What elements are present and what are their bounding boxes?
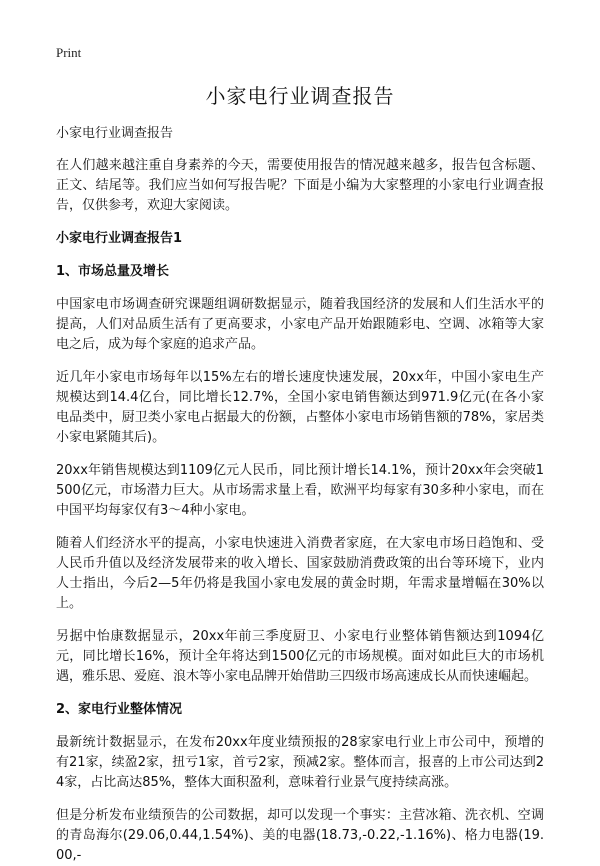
intro-paragraph: 在人们越来越注重自身素养的今天，需要使用报告的情况越来越多，报告包含标题、正文、结尾等。我们应当如何写报告呢？下面是小编为大家整理的小家电行业调查报告，仅供参考，欢迎大家阅读。 bbox=[56, 158, 544, 213]
paragraph: 近几年小家电市场每年以15%左右的增长速度快速发展，20xx年，中国小家电生产规模达到14.4亿台，同比增长12.7%，全国小家电销售额达到971.9亿元(在各小家电品类中，厨卫类小家电占据最大的份额，占整体小家电市场销售额的78%，家居类小家电紧随其后)。 bbox=[56, 370, 544, 445]
paragraph: 最新统计数据显示，在发布20xx年度业绩预报的28家家电行业上市公司中，预增的有21家，续盈2家，扭亏1家，首亏2家，预减2家。整体而言，报喜的上市公司达到24家，占比高达85%，整体大面积盈利，意味着行业景气度持续高涨。 bbox=[56, 735, 544, 790]
paragraph: 另据中怡康数据显示，20xx年前三季度厨卫、小家电行业整体销售额达到1094亿元，同比增长16%，预计全年将达到1500亿元的市场规模。面对如此巨大的市场机遇，雅乐思、爱庭、浪木等小家电品牌开始借助三四级市场高速成长从而快速崛起。 bbox=[56, 629, 544, 684]
document-title: 小家电行业调查报告 bbox=[205, 84, 395, 108]
print-link[interactable]: Print bbox=[56, 45, 82, 60]
paragraph: 随着人们经济水平的提高，小家电快速进入消费者家庭，在大家电市场日趋饱和、受人民币升值以及经济发展带来的收入增长、国家鼓励消费政策的出台等环境下，业内人士指出，今后2—5年仍将是我国小家电发展的黄金时期，年需求量增幅在30%以上。 bbox=[56, 536, 544, 611]
paragraph: 中国家电市场调查研究课题组调研数据显示，随着我国经济的发展和人们生活水平的提高，人们对品质生活有了更高要求，小家电产品开始跟随彩电、空调、冰箱等大家电之后，成为每个家庭的追求产品。 bbox=[56, 297, 544, 352]
paragraph: 但是分析发布业绩预告的公司数据，却可以发现一个事实：主营冰箱、洗衣机、空调的青岛海尔(29.06,0.44,1.54%)、美的电器(18.73,-0.22,-1.16%)、格力电器(19.00,- bbox=[56, 808, 544, 863]
paragraph: 20xx年销售规模达到1109亿元人民币，同比预计增长14.1%，预计20xx年会突破1500亿元，市场潜力巨大。从市场需求量上看，欧洲平均每家有30多种小家电，而在中国平均每家仅有3～4种小家电。 bbox=[56, 463, 544, 518]
report-heading: 小家电行业调查报告1 bbox=[56, 231, 183, 246]
document-subtitle: 小家电行业调查报告 bbox=[56, 126, 174, 141]
section-heading-industry-overview: 2、家电行业整体情况 bbox=[56, 702, 183, 717]
section-heading-market-growth: 1、市场总量及增长 bbox=[56, 264, 170, 279]
